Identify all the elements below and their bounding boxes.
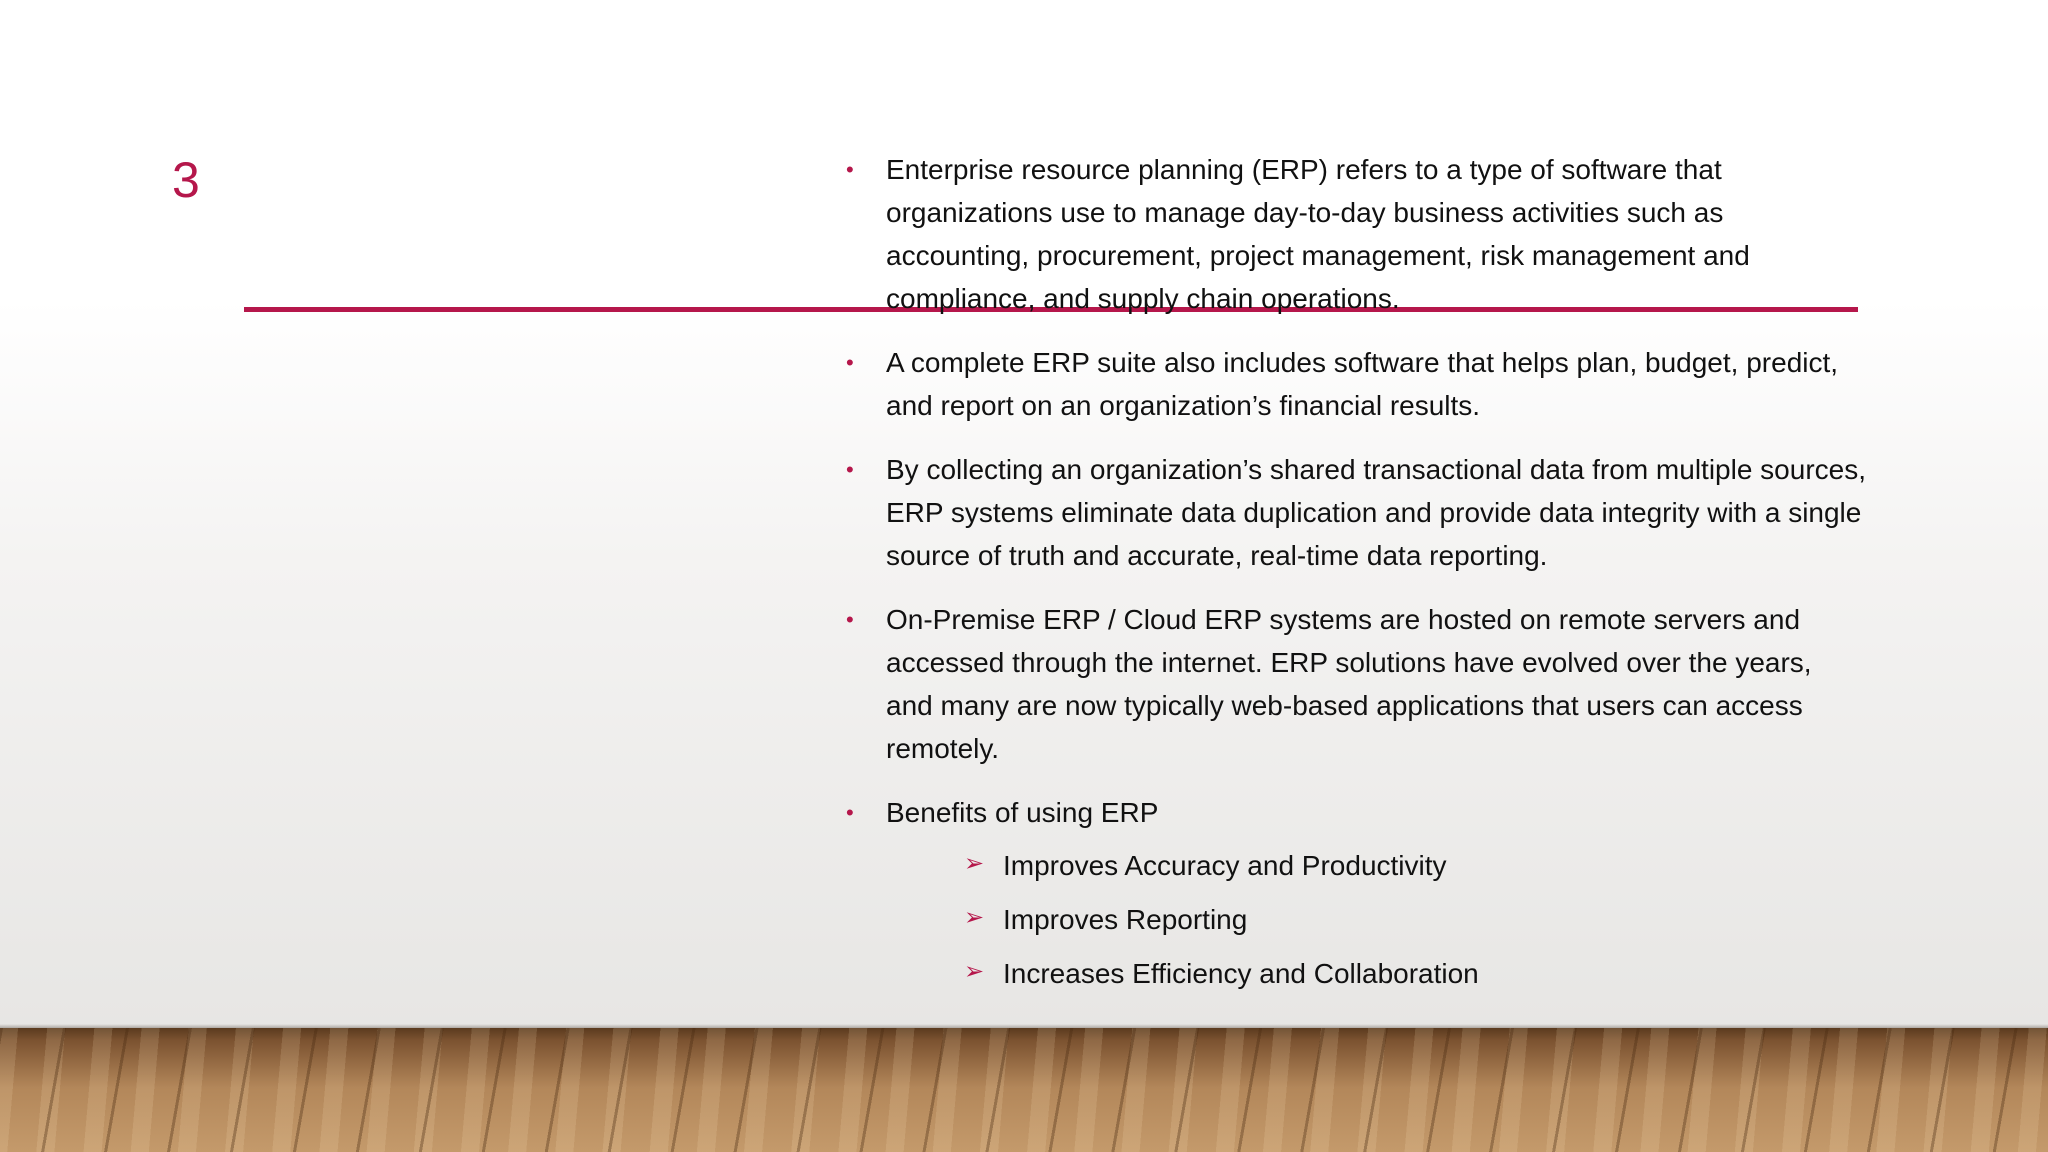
bullet-list [846, 148, 1866, 1016]
sub-bullet-item [886, 952, 1866, 995]
bullet-text: A complete ERP suite also includes software that helps plan, budget, predict, and report on an organization’s financial results. [886, 347, 1839, 421]
bullet-item [846, 448, 1866, 577]
sub-bullet-text: Improves Accuracy and Productivity [1003, 850, 1447, 881]
slide-number: 3 [172, 152, 200, 208]
bullet-text: Benefits of using ERP [886, 797, 1159, 828]
bullet-item [846, 341, 1866, 427]
arrow-bullet-icon: ➢ [964, 958, 985, 985]
arrow-bullet-icon: ➢ [964, 904, 985, 931]
bullet-dot-icon: • [846, 800, 854, 825]
sub-bullet-text: Improves Reporting [1003, 904, 1248, 935]
bullet-item [846, 598, 1866, 770]
bullet-dot-icon: • [846, 350, 854, 375]
bullet-dot-icon: • [846, 157, 854, 182]
sub-bullet-item [886, 898, 1866, 941]
bullet-item-benefits [846, 791, 1866, 995]
bullet-text: By collecting an organization’s shared transactional data from multiple sources, ERP systems eliminate data duplication and provide data integrity with a single source of truth and accurate, real-time data reporting. [886, 454, 1866, 571]
bullet-dot-icon: • [846, 607, 854, 632]
bullet-text: On-Premise ERP / Cloud ERP systems are hosted on remote servers and accessed through the internet. ERP solutions have evolved over the years, and many are now typically web-based applications that users can access remotely. [886, 604, 1812, 764]
bullet-dot-icon: • [846, 457, 854, 482]
wood-floor-background [0, 1028, 2048, 1152]
bullet-text: Enterprise resource planning (ERP) refers to a type of software that organizations use to manage day-to-day business activities such as accounting, procurement, project management, risk management and compliance, and supply chain operations. [886, 154, 1750, 314]
arrow-bullet-icon: ➢ [964, 850, 985, 877]
benefits-sublist [886, 844, 1866, 995]
sub-bullet-text: Increases Efficiency and Collaboration [1003, 958, 1479, 989]
bullet-item [846, 148, 1866, 320]
sub-bullet-item [886, 844, 1866, 887]
